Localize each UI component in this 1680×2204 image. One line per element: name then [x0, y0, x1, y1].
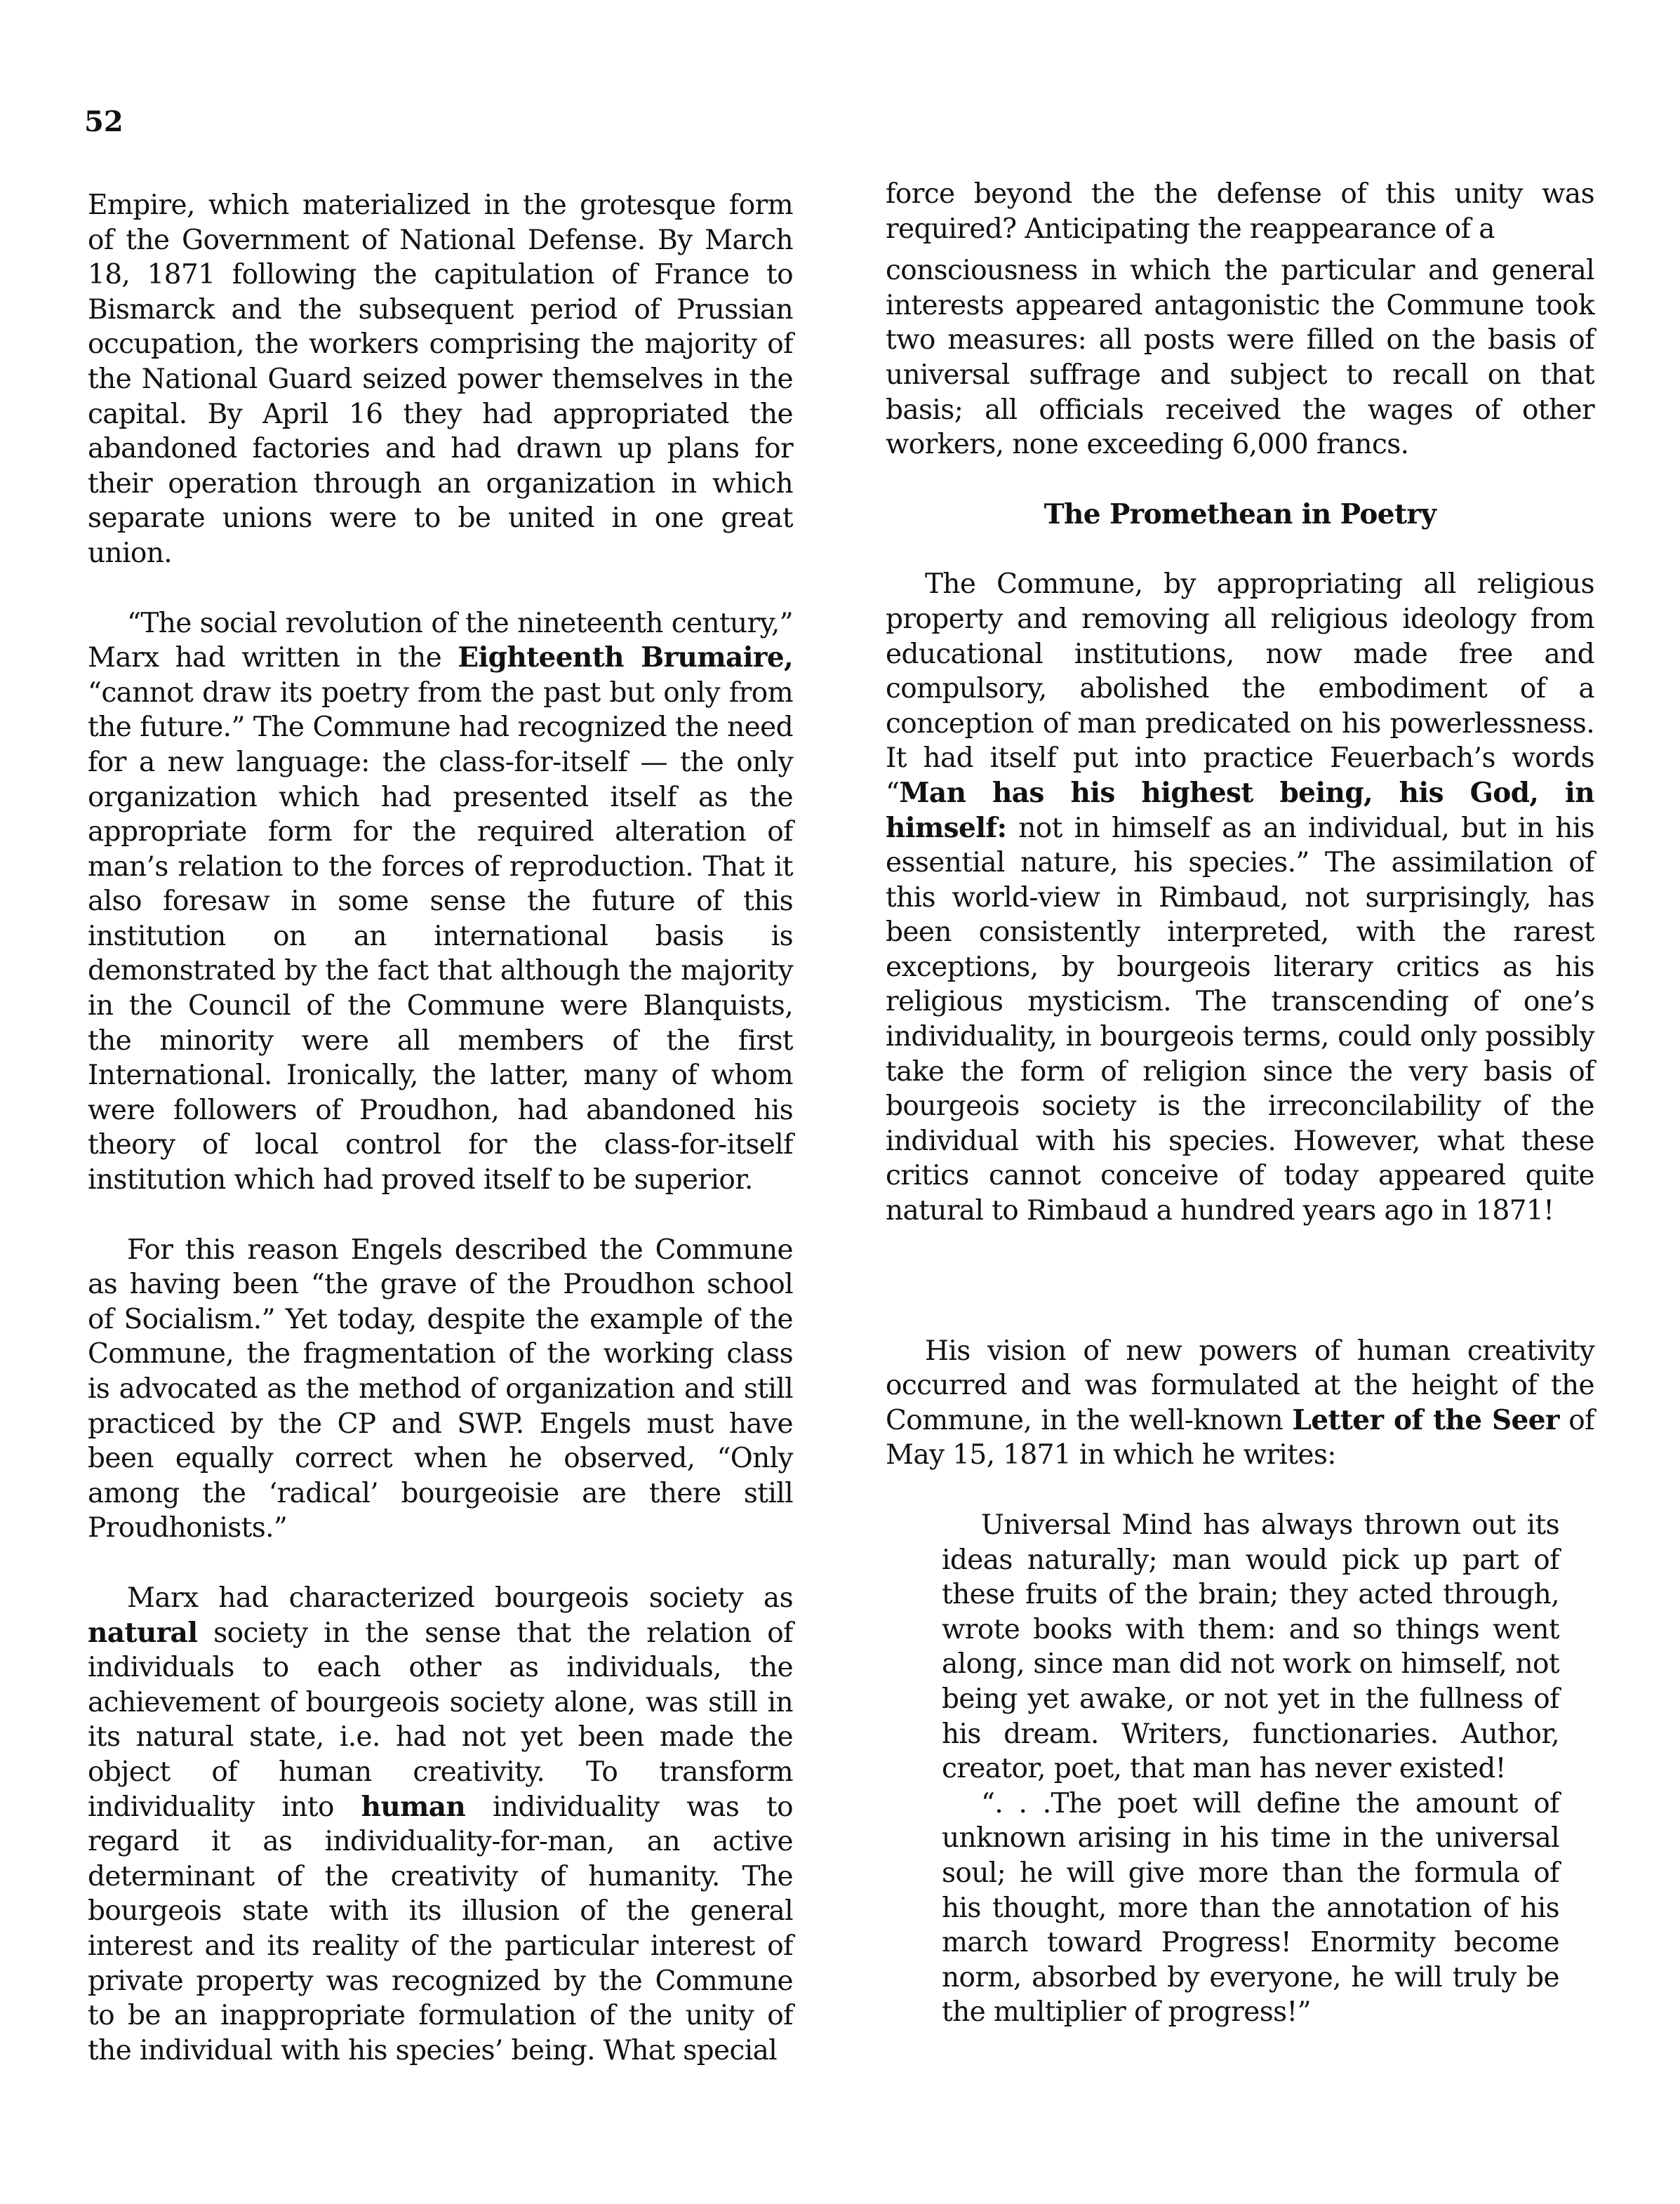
feuerbach-quote: Man has his highest being, his God, in himself: [886, 776, 1594, 844]
right-column [886, 177, 1594, 2030]
text-run: “The social revolution of the nineteenth century,” Marx had written in the [88, 607, 793, 674]
text-run: The Commune, by appropriating all religious property and removing all religious ideology from educational institutions, now made free and compulsory, abolished the embodiment of a conception of man predicated on his powerlessness. It had itself put into practice Feuerbach’s words “ [886, 568, 1594, 809]
paragraph-continuation: force beyond the the defense of this unity was required? Anticipating the reappearance of a [886, 178, 1594, 245]
left-column [88, 188, 793, 2068]
emphasis-natural: natural [88, 1616, 198, 1649]
letter-of-the-seer-title: Letter of the Seer [1292, 1403, 1559, 1436]
paragraph-engels: For this reason Engels described the Commune as having been “the grave of the Proudhon school of Socialism.” Yet today, despite the example of the Commune, the fragmentation of the working class is advocated as the method of organization and still practiced by the CP and SWP. Engels must have been equally correct when he observed, “Only among the ‘radical’ bourgeoisie are there still Proudhonists.” [88, 1234, 793, 1544]
paragraph-social-revolution [88, 606, 793, 1198]
text-run: not in himself as an individual, but in his essential nature, his species.” The assimilation of this world-view in Rimbaud, not surprisingly, has been consistently interpreted, with the rarest exceptions, by bourgeois literary critics as his religious mysticism. The transcending of one’s individuality, in bourgeois terms, could only possibly take the form of religion since the very basis of bourgeois society is the irreconcilability of the individual with his species. However, what these critics cannot conceive of today appeared quite natural to Rimbaud a hundred years ago in 1871! [886, 812, 1594, 1227]
quote-paragraph-universal-mind: Universal Mind has always thrown out its ideas naturally; man would pick up part of these fruits of the brain; they acted through, wrote books with them: and so things went along, since man did not work on himself, not being yet awake, or not yet in the fullness of his dream. Writers, functionaries. Author, creator, poet, that man has never existed! [942, 1509, 1559, 1785]
text-run: Marx had characterized bourgeois society as [127, 1582, 793, 1614]
paragraph-bourgeois-society [88, 1581, 793, 2068]
text-run: “cannot draw its poetry from the past but only from the future.” The Commune had recognized the need for a new language: the class-for-itself — the only organization which had presented itself as the appropriate form for the required alteration of man’s relation to the forces of reproduction. That it also foresaw in some sense the future of this institution on an international basis is demonstrated by the fact that although the majority in the Council of the Commune were Blanquists, the minority were all members of the first International. Ironically, the latter, many of whom were followers of Proudhon, had abandoned his theory of local control for the class-for-itself institution which had proved itself to be superior. [88, 676, 793, 1196]
quote-paragraph-poet: “. . .The poet will define the amount of unknown arising in his time in the universal soul; he will give more than the formula of his thought, more than the annotation of his march toward Progress! Enormity become norm, absorbed by everyone, he will truly be the multiplier of progress!” [942, 1787, 1559, 2029]
section-heading: The Promethean in Poetry [1044, 497, 1436, 530]
paragraph-feuerbach [886, 567, 1594, 1228]
text-run: His vision of new powers of human creativity occurred and was formulated at the height of the Commune, in the well-known [886, 1335, 1594, 1436]
paragraph-two-measures: consciousness in which the particular and general interests appeared antagonistic the Commune took two measures: all posts were filled on the basis of universal suffrage and subject to recall on that basis; all officials received the wages of other workers, none exceeding 6,000 francs. [886, 255, 1594, 461]
book-title-eighteenth-brumaire: Eighteenth Brumaire, [458, 641, 794, 674]
text-run: individuality was to regard it as individuality-for-man, an active determinant of the creativity of humanity. The bourgeois state with its illusion of the general interest and its reality of the particular interest of private property was recognized by the Commune to be an inappropriate formulation of the unity of the individual with his species’ being. What special [88, 1791, 793, 2066]
emphasis-human: human [361, 1790, 466, 1823]
text-run: of May 15, 1871 in which he writes: [886, 1404, 1595, 1471]
page-number: 52 [84, 105, 124, 138]
paragraph-vision [886, 1334, 1594, 1473]
paragraph-commune-history: Empire, which materialized in the grotesque form of the Government of National Defense. By March 18, 1871 following the capitulation of France to Bismarck and the subsequent period of Prussian occupation, the workers comprising the majority of the National Guard seized power themselves in the capital. By April 16 they had appropriated the abandoned factories and had drawn up plans for their operation through an organization in which separate unions were to be united in one great union. [88, 189, 793, 569]
text-run: society in the sense that the relation of individuals to each other as individuals, the achievement of bourgeois society alone, was still in its natural state, i.e. had not yet been made the object of human creativity. To transform individuality into [88, 1617, 793, 1823]
block-quote-rimbaud [942, 1508, 1559, 2030]
